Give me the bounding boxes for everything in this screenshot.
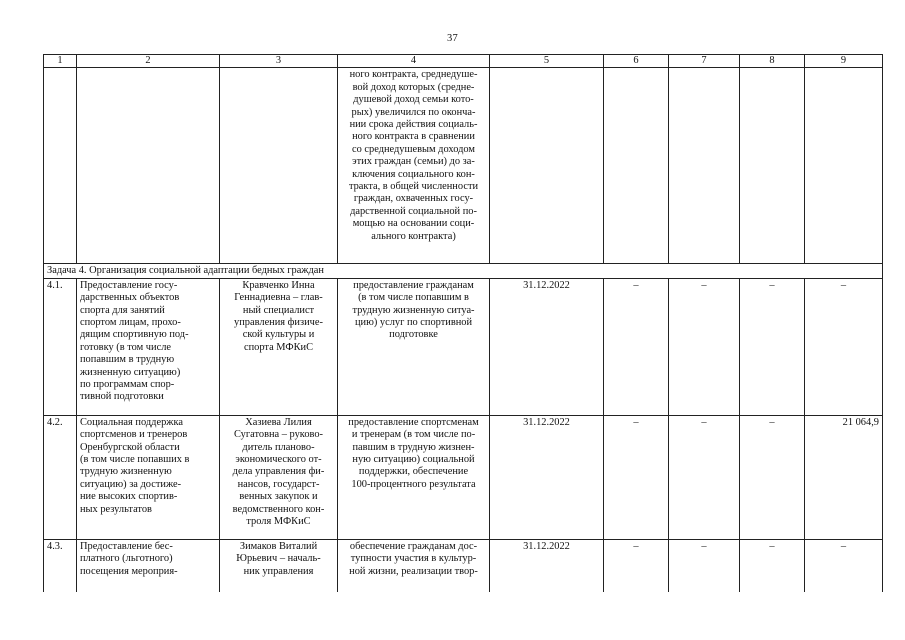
cell-col-9: – <box>805 278 883 415</box>
cell-col-8: – <box>740 539 805 599</box>
measure-name: Предоставление госу- дарственных объектов спорта для занятий спортом лицам, прохо- дящим спортивную под- готовку (в том числе попавшим в трудную жизненную ситуацию) по программам спор- тивной подготовки <box>77 278 220 415</box>
table-row <box>44 539 883 599</box>
cont-cell-1 <box>44 68 77 264</box>
task-heading: Задача 4. Организация социальной адаптации бедных граждан <box>44 264 883 278</box>
funding-amount: 21 064,9 <box>805 415 883 539</box>
cell-col-7: – <box>669 415 740 539</box>
expected-result: обеспечение гражданам дос- тупности участия в культур- ной жизни, реализации твор- <box>338 539 490 599</box>
cell-col-6: – <box>604 415 669 539</box>
expected-result: предоставление спортсменам и тренерам (в том числе по- павшим в трудную жизнен- ную ситуацию) социальной поддержки, обеспечение 100-процентного результата <box>338 415 490 539</box>
cell-col-8: – <box>740 278 805 415</box>
continuation-text: ного контракта, среднедуше- вой доход которых (средне- душевой доход семьи кото- рых) увеличился по оконча- нии срока действия социаль- ного контракта в сравнении со среднедушевым доходом этих граждан (семьи) до за- ключения социального кон- тракта, в общей численности граждан, охваченных госу- дарственной социальной по- мощью на основании соци- ального контракта) <box>338 68 490 264</box>
deadline-date: 31.12.2022 <box>490 539 604 599</box>
table-row <box>44 415 883 539</box>
cell-col-7: – <box>669 278 740 415</box>
cont-cell-7 <box>669 68 740 264</box>
task-heading-row <box>44 264 883 278</box>
cell-col-6: – <box>604 539 669 599</box>
header-cell-4: 4 <box>338 55 490 68</box>
row-number: 4.1. <box>44 278 77 415</box>
cont-cell-8 <box>740 68 805 264</box>
cell-col-8: – <box>740 415 805 539</box>
cell-col-9: – <box>805 539 883 599</box>
cont-cell-9 <box>805 68 883 264</box>
cont-cell-2 <box>77 68 220 264</box>
header-cell-2: 2 <box>77 55 220 68</box>
row-number: 4.3. <box>44 539 77 599</box>
cont-cell-3 <box>220 68 338 264</box>
cell-col-6: – <box>604 278 669 415</box>
header-cell-5: 5 <box>490 55 604 68</box>
program-table <box>43 54 883 600</box>
header-cell-9: 9 <box>805 55 883 68</box>
cont-cell-6 <box>604 68 669 264</box>
header-cell-8: 8 <box>740 55 805 68</box>
responsible-person: Хазиева Лилия Сугатовна – руково- дитель планово- экономического от- дела управления фи- нансов, государст- венных закупок и ведомственного кон- троля МФКиС <box>220 415 338 539</box>
page-bottom-margin <box>0 592 905 640</box>
cell-col-7: – <box>669 539 740 599</box>
header-cell-3: 3 <box>220 55 338 68</box>
deadline-date: 31.12.2022 <box>490 278 604 415</box>
row-number: 4.2. <box>44 415 77 539</box>
responsible-person: Кравченко Инна Геннадиевна – глав- ный специалист управления физиче- ской культуры и спорта МФКиС <box>220 278 338 415</box>
expected-result: предоставление гражданам (в том числе попавшим в трудную жизненную ситуа- цию) услуг по спортивной подготовке <box>338 278 490 415</box>
page-number: 37 <box>446 33 459 44</box>
measure-name: Социальная поддержка спортсменов и тренеров Оренбургской области (в том числе попавших в трудную жизненную ситуацию) за достиже- ние высоких спортив- ных результатов <box>77 415 220 539</box>
table-row <box>44 278 883 415</box>
deadline-date: 31.12.2022 <box>490 415 604 539</box>
cont-cell-5 <box>490 68 604 264</box>
header-row <box>44 55 883 68</box>
continuation-row <box>44 68 883 264</box>
measure-name: Предоставление бес- платного (льготного) посещения мероприя- <box>77 539 220 599</box>
header-cell-6: 6 <box>604 55 669 68</box>
header-cell-7: 7 <box>669 55 740 68</box>
responsible-person: Зимаков Виталий Юрьевич – началь- ник управления <box>220 539 338 599</box>
header-cell-1: 1 <box>44 55 77 68</box>
